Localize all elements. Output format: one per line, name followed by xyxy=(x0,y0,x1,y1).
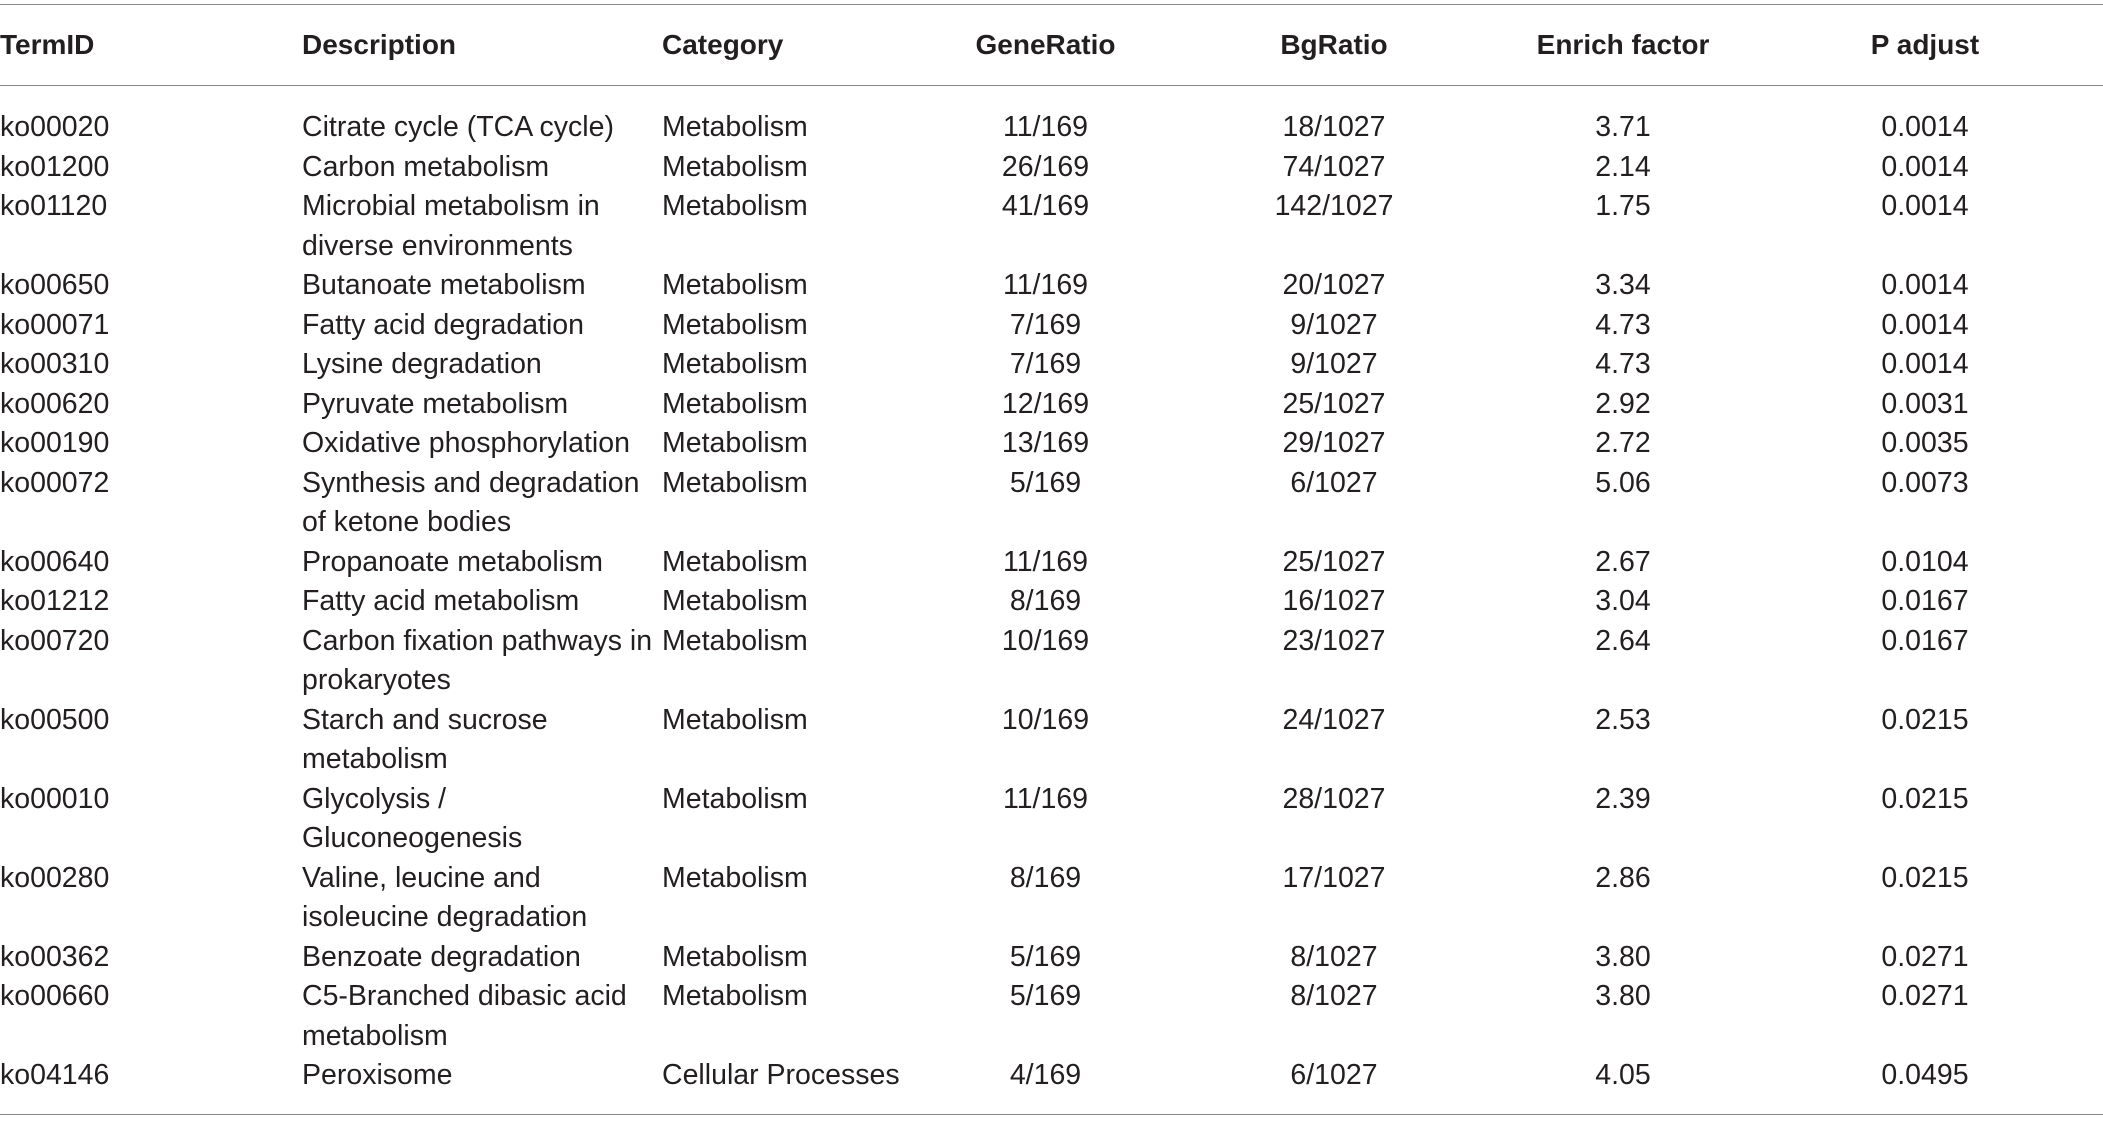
bgratio-cell: 24/1027 xyxy=(1282,703,1386,736)
generatio-cell: 7/169 xyxy=(1009,348,1082,380)
description-cell: Starch and sucrose metabolism xyxy=(302,703,548,775)
enrich-factor-cell: 2.72 xyxy=(1595,427,1651,459)
category-cell: Metabolism xyxy=(662,940,808,973)
enrich-factor-cell: 3.80 xyxy=(1595,940,1651,973)
termid-cell: ko01120 xyxy=(0,190,108,222)
generatio-cell: 11/169 xyxy=(1002,545,1089,578)
description-cell: Lysine degradation xyxy=(302,348,542,380)
p-adjust-cell: 0.0167 xyxy=(1881,624,1969,657)
termid-cell: ko00072 xyxy=(0,466,110,499)
category-cell: Metabolism xyxy=(662,190,808,222)
table-row xyxy=(0,938,2103,978)
p-adjust-cell: 0.0271 xyxy=(1881,940,1969,973)
termid-cell: ko01212 xyxy=(0,585,110,617)
description-cell: Propanoate metabolism xyxy=(302,545,604,578)
category-cell: Metabolism xyxy=(662,980,808,1012)
p-adjust-cell: 0.0014 xyxy=(1881,269,1969,301)
category-cell: Metabolism xyxy=(662,466,808,499)
enrich-factor-cell: 3.04 xyxy=(1595,585,1651,617)
kegg-enrichment-table xyxy=(0,4,2103,1115)
description-cell: Fatty acid degradation xyxy=(302,308,585,341)
header-enrich-factor: Enrich factor xyxy=(1536,29,1710,60)
enrich-factor-cell: 2.86 xyxy=(1595,861,1651,894)
generatio-cell: 4/169 xyxy=(1009,1059,1082,1091)
category-cell: Metabolism xyxy=(662,545,808,578)
generatio-cell: 11/169 xyxy=(1002,269,1089,301)
p-adjust-cell: 0.0014 xyxy=(1881,190,1969,222)
generatio-cell: 13/169 xyxy=(1001,427,1090,459)
header-row xyxy=(0,5,2103,86)
bgratio-cell: 28/1027 xyxy=(1282,782,1386,815)
generatio-cell: 7/169 xyxy=(1009,308,1082,341)
enrich-factor-cell: 2.14 xyxy=(1595,150,1651,183)
category-cell: Metabolism xyxy=(662,427,808,459)
header-category: Category xyxy=(662,29,784,60)
table-row xyxy=(0,385,2103,425)
enrich-factor-cell: 1.75 xyxy=(1595,190,1651,222)
enrich-factor-cell: 3.80 xyxy=(1595,980,1651,1012)
generatio-cell: 10/169 xyxy=(1001,624,1090,657)
generatio-cell: 11/169 xyxy=(1002,111,1089,143)
table-row xyxy=(0,622,2103,701)
p-adjust-cell: 0.0215 xyxy=(1881,782,1969,815)
enrich-factor-cell: 4.73 xyxy=(1595,348,1651,380)
p-adjust-cell: 0.0167 xyxy=(1881,585,1969,617)
description-cell: Carbon metabolism xyxy=(302,150,550,183)
description-cell: Peroxisome xyxy=(302,1059,453,1091)
category-cell: Metabolism xyxy=(662,703,808,736)
termid-cell: ko00071 xyxy=(0,308,110,341)
description-cell: Citrate cycle (TCA cycle) xyxy=(302,111,614,143)
termid-cell: ko00010 xyxy=(0,782,110,815)
generatio-cell: 5/169 xyxy=(1009,940,1082,973)
category-cell: Metabolism xyxy=(662,861,808,894)
bgratio-cell: 16/1027 xyxy=(1282,585,1386,617)
table-row xyxy=(0,306,2103,346)
termid-cell: ko00190 xyxy=(0,427,110,459)
bgratio-cell: 6/1027 xyxy=(1290,466,1378,499)
p-adjust-cell: 0.0035 xyxy=(1881,427,1969,459)
bgratio-cell: 20/1027 xyxy=(1282,269,1386,301)
termid-cell: ko00640 xyxy=(0,545,110,578)
generatio-cell: 5/169 xyxy=(1009,466,1082,499)
header-generatio: GeneRatio xyxy=(975,29,1116,60)
generatio-cell: 8/169 xyxy=(1009,861,1082,894)
table-row xyxy=(0,424,2103,464)
termid-cell: ko00310 xyxy=(0,348,110,380)
category-cell: Metabolism xyxy=(662,387,808,420)
description-cell: Microbial metabolism in diverse environments xyxy=(302,190,600,262)
category-cell: Metabolism xyxy=(662,308,808,341)
termid-cell: ko00650 xyxy=(0,269,110,301)
table-header xyxy=(0,5,2103,86)
table-row xyxy=(0,859,2103,938)
enrich-factor-cell: 5.06 xyxy=(1595,466,1651,499)
p-adjust-cell: 0.0014 xyxy=(1881,111,1969,143)
header-termid: TermID xyxy=(0,29,95,60)
category-cell: Metabolism xyxy=(662,150,808,183)
termid-cell: ko00280 xyxy=(0,861,110,894)
table-row xyxy=(0,543,2103,583)
generatio-cell: 5/169 xyxy=(1009,980,1082,1012)
table-row xyxy=(0,582,2103,622)
termid-cell: ko00720 xyxy=(0,624,110,657)
generatio-cell: 10/169 xyxy=(1001,703,1090,736)
bgratio-cell: 74/1027 xyxy=(1282,150,1386,183)
p-adjust-cell: 0.0271 xyxy=(1881,980,1969,1012)
category-cell: Metabolism xyxy=(662,111,808,143)
p-adjust-cell: 0.0031 xyxy=(1881,387,1969,420)
table-row xyxy=(0,187,2103,266)
enrich-factor-cell: 2.67 xyxy=(1595,545,1651,578)
bgratio-cell: 17/1027 xyxy=(1282,861,1386,894)
generatio-cell: 12/169 xyxy=(1001,387,1090,420)
termid-cell: ko04146 xyxy=(0,1059,110,1091)
table-row xyxy=(0,977,2103,1056)
enrich-factor-cell: 4.05 xyxy=(1595,1059,1651,1091)
termid-cell: ko00362 xyxy=(0,940,110,973)
p-adjust-cell: 0.0014 xyxy=(1881,150,1969,183)
description-cell: C5-Branched dibasic acid metabolism xyxy=(302,980,627,1052)
description-cell: Oxidative phosphorylation xyxy=(302,427,630,459)
p-adjust-cell: 0.0215 xyxy=(1881,703,1969,736)
description-cell: Synthesis and degradation of ketone bodies xyxy=(302,466,640,538)
bgratio-cell: 8/1027 xyxy=(1290,980,1378,1012)
bgratio-cell: 29/1027 xyxy=(1282,427,1386,459)
table-row xyxy=(0,1056,2103,1114)
enrich-factor-cell: 3.34 xyxy=(1595,269,1651,301)
bgratio-cell: 9/1027 xyxy=(1290,348,1378,380)
bgratio-cell: 23/1027 xyxy=(1282,624,1386,657)
description-cell: Butanoate metabolism xyxy=(302,269,586,301)
p-adjust-cell: 0.0495 xyxy=(1881,1059,1969,1091)
p-adjust-cell: 0.0073 xyxy=(1881,466,1969,499)
enrich-factor-cell: 2.53 xyxy=(1595,703,1651,736)
enrich-factor-cell: 4.73 xyxy=(1595,308,1651,341)
enrich-factor-cell: 3.71 xyxy=(1595,111,1651,143)
description-cell: Fatty acid metabolism xyxy=(302,585,580,617)
header-p-adjust: P adjust xyxy=(1870,29,1980,60)
header-bgratio: BgRatio xyxy=(1280,29,1388,60)
p-adjust-cell: 0.0014 xyxy=(1881,348,1969,380)
generatio-cell: 26/169 xyxy=(1001,150,1090,183)
table-row xyxy=(0,345,2103,385)
description-cell: Valine, leucine and isoleucine degradation xyxy=(302,861,588,933)
enrichment-table-container xyxy=(0,4,2103,1115)
table-row xyxy=(0,701,2103,780)
table-row xyxy=(0,148,2103,188)
category-cell: Metabolism xyxy=(662,585,808,617)
enrich-factor-cell: 2.39 xyxy=(1595,782,1651,815)
termid-cell: ko00660 xyxy=(0,980,110,1012)
generatio-cell: 41/169 xyxy=(1001,190,1090,222)
p-adjust-cell: 0.0104 xyxy=(1881,545,1969,578)
termid-cell: ko00500 xyxy=(0,703,110,736)
generatio-cell: 8/169 xyxy=(1009,585,1082,617)
bgratio-cell: 8/1027 xyxy=(1290,940,1378,973)
enrich-factor-cell: 2.64 xyxy=(1595,624,1651,657)
description-cell: Glycolysis / Gluconeogenesis xyxy=(302,782,523,854)
category-cell: Cellular Processes xyxy=(662,1059,900,1091)
generatio-cell: 11/169 xyxy=(1002,782,1089,815)
bgratio-cell: 18/1027 xyxy=(1282,111,1386,143)
category-cell: Metabolism xyxy=(662,269,808,301)
table-row xyxy=(0,86,2103,148)
termid-cell: ko00020 xyxy=(0,111,110,143)
table-body xyxy=(0,86,2103,1115)
category-cell: Metabolism xyxy=(662,782,808,815)
header-description: Description xyxy=(302,29,457,60)
bgratio-cell: 142/1027 xyxy=(1274,190,1394,222)
table-row xyxy=(0,780,2103,859)
bgratio-cell: 25/1027 xyxy=(1282,545,1386,578)
p-adjust-cell: 0.0014 xyxy=(1881,308,1969,341)
table-row xyxy=(0,464,2103,543)
category-cell: Metabolism xyxy=(662,624,808,657)
bgratio-cell: 6/1027 xyxy=(1290,1059,1378,1091)
description-cell: Benzoate degradation xyxy=(302,940,581,973)
description-cell: Carbon fixation pathways in prokaryotes xyxy=(302,624,653,696)
category-cell: Metabolism xyxy=(662,348,808,380)
bgratio-cell: 9/1027 xyxy=(1290,308,1378,341)
bgratio-cell: 25/1027 xyxy=(1282,387,1386,420)
p-adjust-cell: 0.0215 xyxy=(1881,861,1969,894)
termid-cell: ko01200 xyxy=(0,150,110,183)
description-cell: Pyruvate metabolism xyxy=(302,387,569,420)
enrich-factor-cell: 2.92 xyxy=(1595,387,1651,420)
termid-cell: ko00620 xyxy=(0,387,110,420)
table-row xyxy=(0,266,2103,306)
